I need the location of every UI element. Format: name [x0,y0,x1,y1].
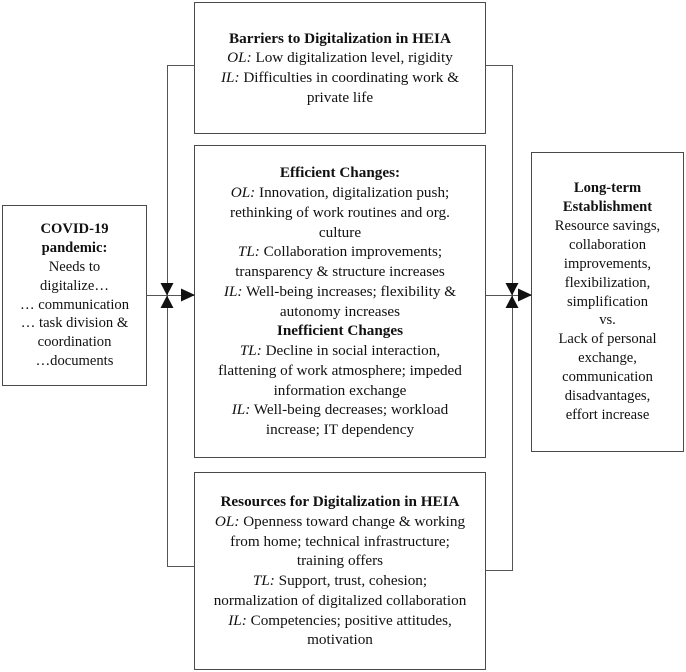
connector-right-vertical-lower [512,295,513,570]
longterm-line-2: Resource savings, [554,217,661,234]
resources-label-0: OL: [214,512,240,530]
efficient-line-3 [238,242,442,262]
barriers-label-1: IL: [220,69,240,86]
changes-heading-efficient: Efficient Changes: [279,164,401,182]
efficient-line-1 [230,203,450,223]
resources-line-4 [214,591,467,611]
efficient-label-3: TL: [237,243,260,261]
covid-line-3: digitalize… [40,277,109,294]
resources-text-1: from home; technical infrastructure; [230,532,450,550]
box-longterm-establishment [531,152,684,452]
longterm-line-0: Long-term [573,179,642,196]
resources-line-6 [307,630,373,650]
inefficient-line-3 [232,400,449,420]
longterm-line-12: effort increase [565,407,650,424]
barriers-text-1: Difficulties in coordinating work & [239,69,460,86]
barriers-text-0: Low digitalization level, rigidity [251,49,453,67]
inefficient-line-2 [274,381,407,401]
barriers-text-2: private life [306,88,374,106]
efficient-text-1: rethinking of work routines and org. [230,203,450,221]
resources-line-1 [230,532,450,552]
resources-label-3: TL: [252,572,275,589]
longterm-line-7: vs. [599,312,616,329]
inefficient-text-2: information exchange [273,381,407,399]
resources-text-3: Support, trust, cohesion; [274,572,428,589]
connector-left-vertical-lower [167,295,168,566]
covid-line-5: … task division & [20,315,129,332]
resources-line-2 [297,551,383,571]
box-resources [194,472,486,670]
connector-changes-to-right-hub [486,295,531,296]
resources-text-4: normalization of digitalized collaboration [213,591,467,609]
longterm-line-4: improvements, [563,255,652,272]
box-barriers [194,2,486,134]
covid-line-1: pandemic: [41,239,108,256]
resources-heading: Resources for Digitalization in HEIA [220,493,460,510]
efficient-text-6: autonomy increases [279,302,401,320]
inefficient-text-0: Decline in social interaction, [261,342,441,359]
longterm-line-5: flexibilization, [564,274,651,291]
efficient-text-5: Well-being increases; flexibility & [242,282,457,300]
efficient-text-0: Innovation, digitalization push; [255,184,450,201]
covid-line-2: Needs to [48,258,101,275]
inefficient-text-3: Well-being decreases; workload [250,401,449,419]
longterm-line-11: disadvantages, [564,388,651,405]
resources-text-5: Competencies; positive attitudes, [246,611,452,629]
efficient-text-2: culture [318,223,362,241]
efficient-line-2 [319,223,361,243]
connector-left-vertical [167,65,168,296]
connector-covid-to-hub [147,295,195,296]
inefficient-line-0 [240,341,440,361]
resources-line-3 [253,571,427,591]
efficient-text-3: Collaboration improvements; [259,243,443,261]
changes-heading-inefficient: Inefficient Changes [276,322,404,340]
efficient-line-4 [235,262,445,282]
efficient-label-0: OL: [230,184,256,201]
covid-line-6: coordination [37,334,112,351]
covid-line-4: … communication [19,296,130,313]
efficient-line-0 [231,183,450,203]
barriers-line-1 [221,68,459,88]
inefficient-text-1: flattening of work atmosphere; impeded [218,361,462,379]
resources-text-2: training offers [296,552,384,570]
barriers-line-2 [307,88,373,108]
longterm-line-6: simplification [566,293,649,310]
connector-barriers-left-horizontal [167,65,195,66]
inefficient-line-4 [266,420,414,440]
longterm-line-10: communication [562,369,653,386]
covid-line-0: COVID-19 [40,220,109,237]
resources-line-5 [228,611,452,631]
efficient-line-6 [280,302,400,322]
barriers-label-0: OL: [227,49,252,67]
inefficient-label-3: IL: [231,401,251,419]
longterm-line-8: Lack of personal [558,331,657,348]
box-covid-pandemic [2,205,147,386]
connector-barriers-right-horizontal [486,65,513,66]
inefficient-line-1 [218,361,462,381]
box-changes [194,145,486,458]
efficient-text-4: transparency & structure increases [235,263,445,280]
connector-right-vertical [512,65,513,296]
inefficient-text-4: increase; IT dependency [265,421,415,438]
inefficient-label-0: TL: [239,342,262,359]
efficient-label-5: IL: [223,282,243,300]
barriers-heading: Barriers to Digitalization in HEIA [229,29,451,47]
resources-line-0 [215,512,465,532]
longterm-line-1: Establishment [562,198,653,215]
resources-label-5: IL: [228,611,247,629]
resources-text-6: motivation [307,631,373,649]
covid-line-7: …documents [35,353,114,370]
efficient-line-5 [224,282,456,302]
longterm-line-9: exchange, [578,350,637,367]
connector-resources-left-horizontal [167,566,195,567]
barriers-line-0 [227,48,453,68]
connector-resources-right-horizontal [486,570,513,571]
longterm-line-3: collaboration [569,236,646,253]
resources-text-0: Openness toward change & working [239,512,466,530]
